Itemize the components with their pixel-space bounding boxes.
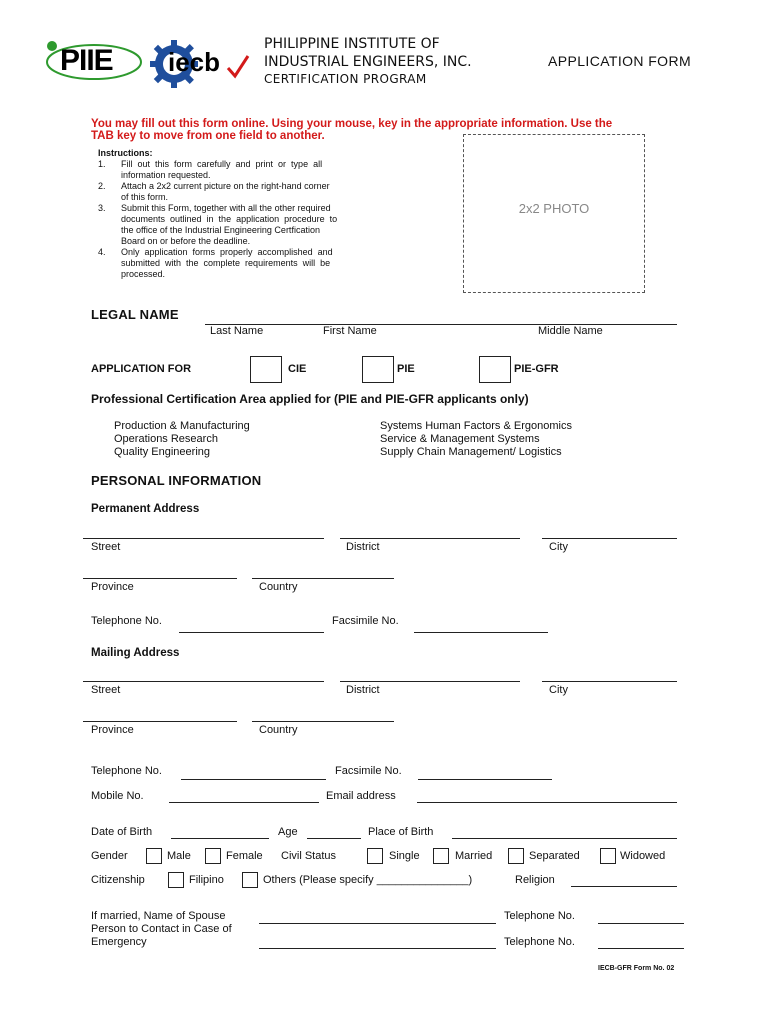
dob-field[interactable] [171, 838, 269, 839]
pie-checkbox[interactable] [362, 356, 394, 383]
married-label: Married [455, 850, 493, 862]
cert-area-quality[interactable]: Quality Engineering [114, 446, 211, 458]
cert-area-operations[interactable]: Operations Research [114, 433, 218, 445]
instruction-item: 4. Only application forms properly accomplished and submitted with the complete requirements will be processed. [98, 247, 333, 279]
cert-area-production[interactable]: Production & Manufacturing [114, 420, 250, 432]
cie-checkbox[interactable] [250, 356, 282, 383]
pie-label: PIE [397, 363, 415, 375]
female-label: Female [226, 850, 263, 862]
cert-area-human-factors[interactable]: Systems Human Factors & Ergonomics [380, 420, 572, 432]
first-name-label: First Name [323, 325, 377, 337]
spouse-field[interactable] [259, 923, 496, 924]
emergency-field[interactable] [259, 948, 496, 949]
filipino-label: Filipino [189, 874, 224, 886]
perm-country-label: Country [259, 581, 298, 593]
email-label: Email address [326, 790, 396, 802]
personal-info-title: PERSONAL INFORMATION [91, 473, 262, 488]
mail-telephone-field[interactable] [181, 779, 326, 780]
org-name-line1: PHILIPPINE INSTITUTE OF [264, 36, 440, 52]
emergency-label-line1: Person to Contact in Case of [91, 923, 232, 935]
piie-logo-text: PIIE [60, 44, 113, 77]
age-field[interactable] [307, 838, 361, 839]
perm-telephone-field[interactable] [179, 632, 324, 633]
civil-status-label: Civil Status [281, 850, 337, 862]
instruction-item: 2. Attach a 2x2 current picture on the right-hand corner of this form. [98, 181, 330, 202]
separated-label: Separated [529, 850, 580, 862]
mail-facsimile-field[interactable] [418, 779, 552, 780]
form-title: APPLICATION FORM [548, 53, 692, 69]
perm-country-field[interactable] [252, 578, 394, 579]
notice-line2: TAB key to move from one field to another. [91, 130, 325, 142]
mail-country-label: Country [259, 724, 298, 736]
perm-street-label: Street [91, 541, 121, 553]
mobile-label: Mobile No. [91, 790, 144, 802]
piie-logo [44, 38, 144, 82]
mail-telephone-label: Telephone No. [91, 765, 162, 777]
perm-district-field[interactable] [340, 538, 520, 539]
instruction-item: 3. Submit this Form, together with all the other required documents outlined in the application procedure to the office of the Industrial Engineering Certfication Board on or before the deadline. [98, 203, 338, 246]
pob-field[interactable] [452, 838, 677, 839]
application-for-label: APPLICATION FOR [91, 363, 192, 375]
legal-name-title: LEGAL NAME [91, 307, 179, 322]
instructions-title: Instructions: [98, 148, 153, 158]
male-checkbox[interactable] [146, 848, 162, 864]
iecb-logo-text: iecb [168, 47, 221, 77]
mailing-address-title: Mailing Address [91, 647, 180, 659]
separated-checkbox[interactable] [508, 848, 524, 864]
gender-label: Gender [91, 850, 128, 862]
mail-city-label: City [549, 684, 568, 696]
spouse-telephone-label: Telephone No. [504, 910, 575, 922]
widowed-checkbox[interactable] [600, 848, 616, 864]
spouse-telephone-field[interactable] [598, 923, 684, 924]
mail-district-label: District [346, 684, 380, 696]
checkmark-icon [226, 54, 250, 80]
photo-label: 2x2 PHOTO [518, 201, 590, 216]
dob-label: Date of Birth [91, 826, 153, 838]
filipino-checkbox[interactable] [168, 872, 184, 888]
form-number: IECB-GFR Form No. 02 [598, 965, 675, 972]
photo-box[interactable] [463, 134, 645, 293]
mail-province-field[interactable] [83, 721, 237, 722]
perm-facsimile-label: Facsimile No. [332, 615, 399, 627]
mail-facsimile-label: Facsimile No. [335, 765, 402, 777]
pie-gfr-checkbox[interactable] [479, 356, 511, 383]
cie-label: CIE [288, 363, 307, 375]
perm-facsimile-field[interactable] [414, 632, 548, 633]
single-checkbox[interactable] [367, 848, 383, 864]
instructions-list [98, 159, 378, 280]
female-checkbox[interactable] [205, 848, 221, 864]
cert-area-title: Professional Certification Area applied for (PIE and PIE-GFR applicants only) [91, 392, 529, 406]
cert-area-supply-chain[interactable]: Supply Chain Management/ Logistics [380, 446, 562, 458]
permanent-address-title: Permanent Address [91, 503, 200, 515]
perm-province-field[interactable] [83, 578, 237, 579]
others-checkbox[interactable] [242, 872, 258, 888]
single-label: Single [389, 850, 420, 862]
cert-area-service[interactable]: Service & Management Systems [380, 433, 540, 445]
mail-street-label: Street [91, 684, 121, 696]
citizenship-label: Citizenship [91, 874, 145, 886]
male-label: Male [167, 850, 191, 862]
perm-street-field[interactable] [83, 538, 324, 539]
emergency-telephone-label: Telephone No. [504, 936, 575, 948]
mail-city-field[interactable] [542, 681, 677, 682]
mail-street-field[interactable] [83, 681, 324, 682]
mail-country-field[interactable] [252, 721, 394, 722]
perm-province-label: Province [91, 581, 134, 593]
pie-gfr-label: PIE-GFR [514, 363, 559, 375]
married-checkbox[interactable] [433, 848, 449, 864]
others-label[interactable]: Others (Please specify _______________) [263, 874, 473, 886]
perm-district-label: District [346, 541, 380, 553]
widowed-label: Widowed [620, 850, 666, 862]
religion-label: Religion [515, 874, 555, 886]
iecb-logo [150, 40, 250, 88]
perm-telephone-label: Telephone No. [91, 615, 162, 627]
spouse-label: If married, Name of Spouse [91, 910, 226, 922]
perm-city-label: City [549, 541, 568, 553]
last-name-label: Last Name [210, 325, 264, 337]
org-program: CERTIFICATION PROGRAM [264, 72, 427, 86]
org-name-line2: INDUSTRIAL ENGINEERS, INC. [264, 54, 472, 70]
notice-line1: You may fill out this form online. Using your mouse, key in the appropriate information. Use the [91, 118, 613, 130]
mail-district-field[interactable] [340, 681, 520, 682]
instruction-item: 1. Fill out this form carefully and print or type all information requested. [98, 159, 323, 180]
middle-name-label: Middle Name [538, 325, 603, 337]
mobile-field[interactable] [169, 802, 319, 803]
pob-label: Place of Birth [368, 826, 434, 838]
email-field[interactable] [417, 802, 677, 803]
emergency-telephone-field[interactable] [598, 948, 684, 949]
emergency-label-line2: Emergency [91, 936, 147, 948]
legal-name-field[interactable] [205, 324, 677, 325]
perm-city-field[interactable] [542, 538, 677, 539]
religion-field[interactable] [571, 886, 677, 887]
age-label: Age [278, 826, 298, 838]
mail-province-label: Province [91, 724, 134, 736]
